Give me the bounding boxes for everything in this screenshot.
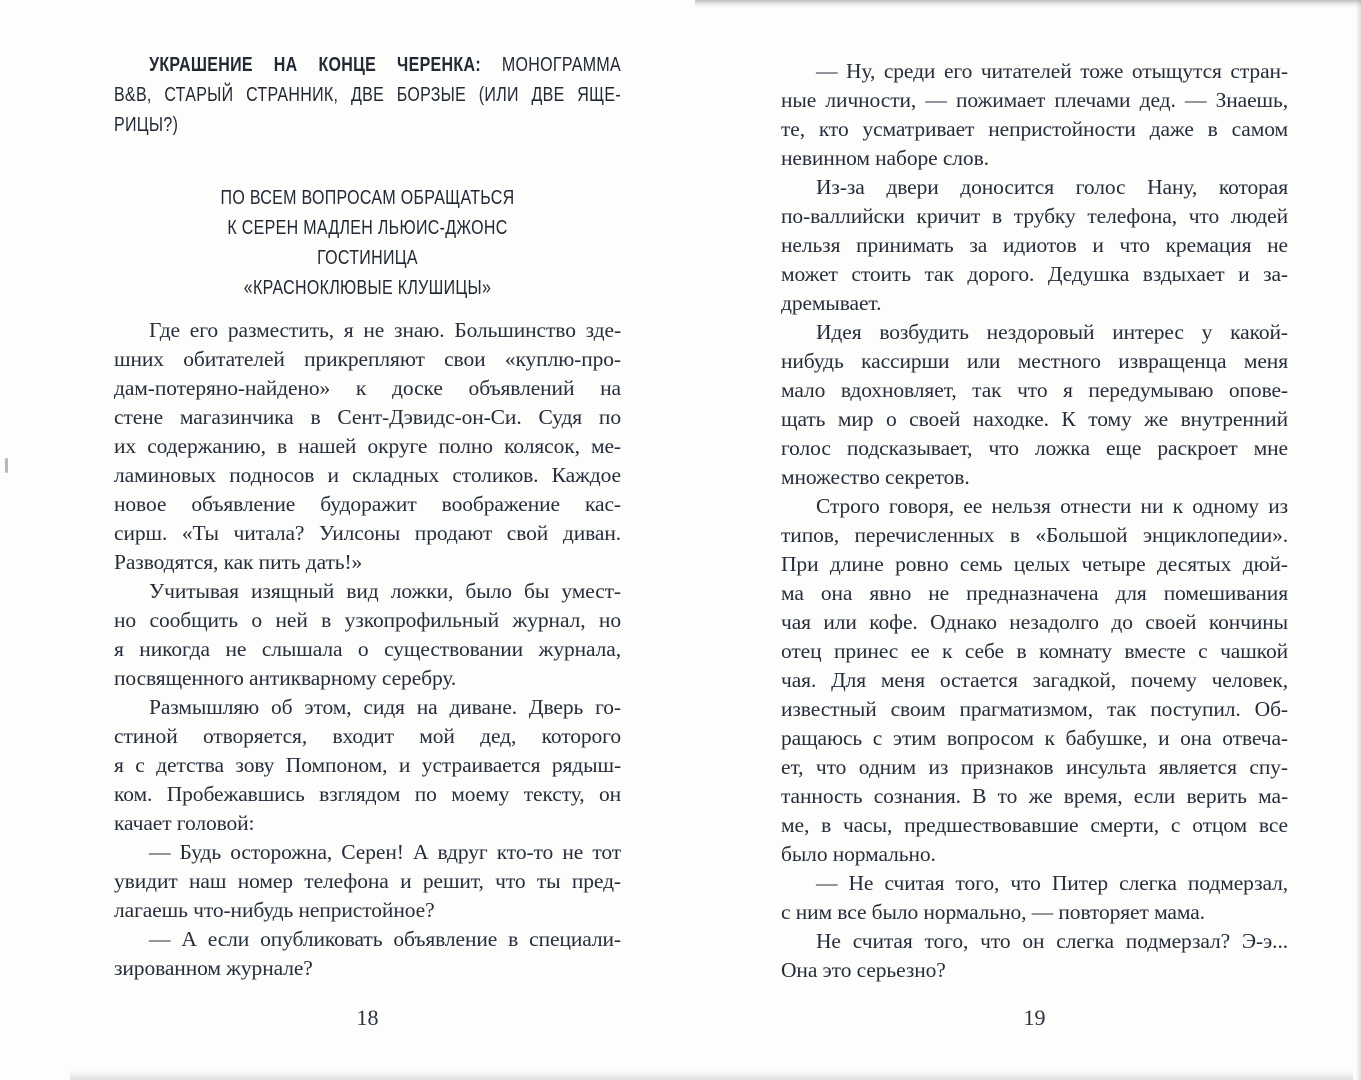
text-line: шних обитателей прикрепляют свои «куплю-про- [114, 347, 621, 371]
text-line: ме, в часы, предшествовавшие смерти, с отцом все [781, 813, 1288, 837]
chapter-heading-line [114, 50, 621, 80]
paragraph [781, 492, 1288, 869]
text-line: ламиновых подносов и складных столиков. Каждое [114, 463, 621, 487]
text-line: я с детства зову Помпоном, и устраивается рядыш- [114, 753, 621, 777]
contact-address-block [114, 183, 621, 303]
text-line: щать мир о своей находке. К тому же внутренний [781, 407, 1288, 431]
text-line: — Ну, среди его читателей тоже отыщутся стран- [816, 59, 1288, 83]
text-line: — Будь осторожна, Серен! А вдруг кто-то не тот [149, 840, 621, 864]
text-line: дремывает. [781, 291, 882, 315]
page-18 [114, 0, 621, 1080]
text-line: было нормально. [781, 842, 936, 866]
text-line: по-валлийски кричит в трубку телефона, что людей [781, 204, 1288, 228]
text-line: может стоить так дорого. Дедушка вздыхает и за- [781, 262, 1288, 286]
page-19-body [781, 57, 1288, 985]
text-line: я никогда не слышала о существовании журнала, [114, 637, 621, 661]
text-line: лагаешь что-нибудь непристойное? [114, 898, 435, 922]
page-19 [781, 0, 1288, 1080]
chapter-heading-line: РИЦЫ?) [114, 113, 179, 136]
text-line: нибудь кассирши или местного извращенца меня [781, 349, 1288, 373]
address-line: К СЕРЕН МАДЛЕН ЛЬЮИС-ДЖОНС [227, 216, 508, 239]
text-line: те, кто усматривает непристойности даже в самом [781, 117, 1288, 141]
paragraph [114, 577, 621, 693]
text-line: При длине ровно семь целых четыре десятых дюй- [781, 552, 1288, 576]
text-line: ные личности, — пожимает плечами дед. — Знаешь, [781, 88, 1288, 112]
chapter-heading-rest-text: МОНОГРАММА [480, 53, 621, 76]
text-line: множество секретов. [781, 465, 970, 489]
paragraph [781, 927, 1288, 985]
text-line: сирш. «Ты читала? Уилсоны продают свой диван. [114, 521, 621, 545]
text-line: Идея возбудить нездоровый интерес у какой- [816, 320, 1288, 344]
chapter-heading-line: В&В, СТАРЫЙ СТРАННИК, ДВЕ БОРЗЫЕ (ИЛИ ДВЕ ЯЩЕ- [114, 83, 621, 106]
text-line: чая. Для меня остается загадкой, почему человек, [781, 668, 1288, 692]
text-line: ма она явно не предназначена для помешивания [781, 581, 1288, 605]
paragraph [781, 318, 1288, 492]
text-line: посвященного антикварному серебру. [114, 666, 457, 690]
text-line: дам-потеряно-найдено» к доске объявлений на [114, 376, 621, 400]
text-line: увидит наш номер телефона и решит, что ты пред- [114, 869, 621, 893]
text-line: типов, перечисленных в «Большой энциклопедии». [781, 523, 1288, 547]
text-line: Из-за двери доносится голос Нану, которая [816, 175, 1288, 199]
page-18-body [114, 316, 621, 983]
text-line: нельзя принимать за идиотов и что кремация не [781, 233, 1288, 257]
page-number: 19 [1023, 1005, 1046, 1030]
text-line: Не считая того, что он слегка подмерзал? Э-э... [816, 929, 1288, 953]
text-line: отец принес ее к себе в комнату вместе с чашкой [781, 639, 1288, 663]
text-line: невинном наборе слов. [781, 146, 989, 170]
text-line: — Не считая того, что Питер слегка подмерзал, [816, 871, 1288, 895]
paragraph [781, 173, 1288, 318]
text-line: стене магазинчика в Сент-Дэвидс-он-Си. Судя по [114, 405, 621, 429]
text-line: их содержанию, в нашей округе полно колясок, ме- [114, 434, 621, 458]
text-line: но сообщить о ней в узкопрофильный журнал, но [114, 608, 621, 632]
text-line: зированном журнале? [114, 956, 313, 980]
text-line: Размышляю об этом, сидя на диване. Дверь го- [149, 695, 621, 719]
address-line: ГОСТИНИЦА [317, 246, 418, 269]
text-line: с ним все было нормально, — повторяет мама. [781, 900, 1205, 924]
paragraph [781, 869, 1288, 927]
paragraph [114, 693, 621, 838]
scan-shadow-right [1356, 0, 1361, 1080]
address-line: «КРАСНОКЛЮВЫЕ КЛУШИЦЫ» [243, 276, 492, 299]
text-line: голос подсказывает, что ложка еще раскроет мне [781, 436, 1288, 460]
text-line: мало вдохновляет, так что я передумываю опове- [781, 378, 1288, 402]
text-line: — А если опубликовать объявление в специали- [149, 927, 621, 951]
text-line: ком. Пробежавшись взглядом по моему тексту, он [114, 782, 621, 806]
text-line: ет, что одним из признаков инсульта является спу- [781, 755, 1288, 779]
text-line: стиной отворяется, входит мой дед, которого [114, 724, 621, 748]
text-line: Разводятся, как пить дать!» [114, 550, 363, 574]
paragraph [114, 838, 621, 925]
scan-shadow-top [695, 0, 1361, 8]
scan-shadow-bottom [70, 1068, 1353, 1080]
paragraph [781, 57, 1288, 173]
chapter-heading-bold-text: УКРАШЕНИЕ НА КОНЦЕ ЧЕРЕНКА: [149, 53, 481, 76]
text-line: Учитывая изящный вид ложки, было бы умест- [149, 579, 621, 603]
text-line: ращаюсь с этим вопросом к бабушке, и она отвеча- [781, 726, 1288, 750]
text-line: Строго говоря, ее нельзя отнести ни к одному из [816, 494, 1288, 518]
text-line: чая или кофе. Однако незадолго до своей кончины [781, 610, 1288, 634]
text-line: качает головой: [114, 811, 255, 835]
text-line: танность сознания. В то же время, если верить ма- [781, 784, 1288, 808]
paragraph [114, 925, 621, 983]
page-number: 18 [356, 1005, 379, 1030]
text-line: Где его разместить, я не знаю. Большинство зде- [149, 318, 621, 342]
scan-mark-left [5, 458, 8, 473]
address-line: ПО ВСЕМ ВОПРОСАМ ОБРАЩАТЬСЯ [220, 186, 515, 209]
text-line: новое объявление будоражит воображение кас- [114, 492, 621, 516]
chapter-heading [114, 50, 621, 140]
text-line: Она это серьезно? [781, 958, 946, 982]
text-line: известный своим прагматизмом, так поступил. Об- [781, 697, 1288, 721]
paragraph [114, 316, 621, 577]
